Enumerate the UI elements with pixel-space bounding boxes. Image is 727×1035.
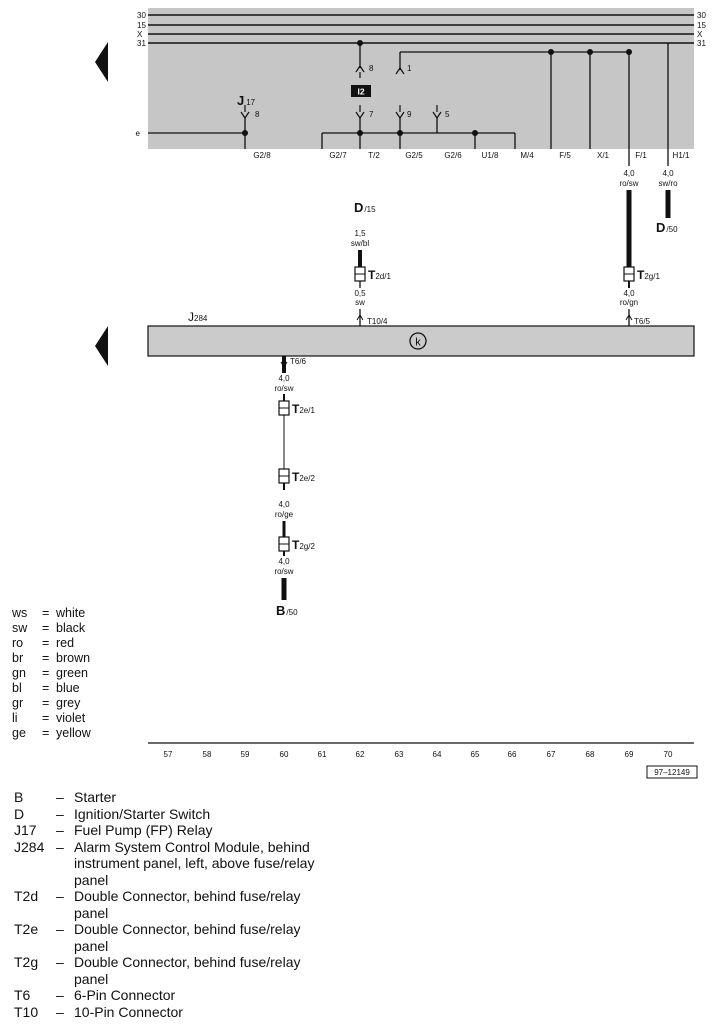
component-key-row — [14, 954, 344, 987]
continuation-arrow-top — [95, 42, 108, 82]
wire-t2d-size: 0,5 — [354, 289, 366, 298]
component-code: T2e — [14, 921, 39, 937]
legend-abbr: bl — [12, 681, 22, 695]
pin-t10-4: T10/4 — [367, 317, 388, 326]
j17-label: J 17 — [237, 93, 256, 108]
legend-row — [12, 606, 91, 621]
grid-62: 62 — [355, 750, 365, 759]
term-g2-6: G2/6 — [444, 151, 462, 160]
connector-t2d1 — [355, 267, 391, 282]
legend-row — [12, 636, 91, 651]
component-key-row — [14, 822, 344, 839]
wire-f1 — [619, 149, 638, 326]
connector-t2g1-label: T2g/1 — [637, 268, 660, 282]
component-dash: – — [56, 789, 64, 805]
grid-numbers — [164, 750, 673, 759]
legend-abbr: ws — [12, 606, 28, 620]
pin-8-j17: 8 — [255, 110, 260, 119]
legend-row — [12, 696, 91, 711]
legend-row — [12, 711, 91, 726]
legend-row — [12, 651, 91, 666]
wire-t6-color: ro/sw — [274, 384, 294, 393]
component-code: T6 — [14, 987, 31, 1003]
term-m-4: M/4 — [520, 151, 534, 160]
component-key — [14, 789, 344, 1020]
component-description — [74, 822, 344, 839]
legend-abbr: br — [12, 651, 24, 665]
component-description-line: Ignition/Starter Switch — [74, 805, 211, 822]
wire-t2d-color: sw — [355, 298, 365, 307]
legend-row — [12, 621, 91, 636]
term-g2-8: G2/8 — [253, 151, 271, 160]
wire-f1-size: 4,0 — [623, 169, 635, 178]
component-d50: D/50 — [656, 220, 678, 235]
component-key-row — [14, 921, 344, 954]
grid-64: 64 — [432, 750, 442, 759]
legend-abbr: gn — [12, 666, 26, 680]
wire-t2e-size: 4,0 — [278, 500, 290, 509]
term-f-5: F/5 — [559, 151, 571, 160]
wire-t2g-size: 4,0 — [623, 289, 635, 298]
legend-abbr: ro — [12, 636, 24, 650]
figure-id: 97–12149 — [654, 768, 690, 777]
grid-69: 69 — [624, 750, 634, 759]
component-description-line: Starter — [74, 789, 117, 805]
module-symbol-glyph: k — [415, 336, 421, 349]
component-code: T10 — [14, 1003, 39, 1020]
panel-bottom-labels — [253, 151, 690, 160]
component-description — [74, 987, 344, 1004]
component-b50: B/50 — [276, 603, 298, 618]
wire-d15-size: 1,5 — [354, 229, 366, 238]
component-description-line: Fuel Pump (FP) Relay — [74, 822, 213, 838]
connector-t2e2 — [279, 469, 315, 484]
component-description-line: Double Connector, behind fuse/relay — [74, 888, 301, 904]
legend-equals: = — [42, 681, 50, 695]
legend-equals: = — [42, 726, 50, 740]
pin-7: 7 — [369, 110, 374, 119]
grid-57: 57 — [163, 750, 173, 759]
rail-labels-left — [137, 11, 146, 48]
legend-equals: = — [42, 636, 50, 650]
continuation-arrow-middle — [95, 326, 108, 366]
wire-color-legend — [12, 606, 91, 741]
legend-color-name: brown — [56, 651, 91, 665]
rail-label-31-right: 31 — [697, 39, 706, 48]
grid-59: 59 — [240, 750, 250, 759]
legend-color-name: blue — [56, 681, 80, 695]
component-dash: – — [56, 805, 64, 822]
connector-t2g1 — [624, 267, 660, 282]
wire-b50-color: ro/sw — [274, 567, 294, 576]
legend-color-name: grey — [56, 696, 81, 710]
component-key-row — [14, 789, 344, 806]
wire-h1-size: 4,0 — [662, 169, 674, 178]
pin-8-top: 8 — [369, 64, 374, 73]
connector-t2e2-label: T2e/2 — [292, 470, 315, 484]
wire-f1-color: ro/sw — [619, 179, 639, 188]
component-description-line: panel — [74, 871, 109, 888]
pin-t6-5: T6/5 — [634, 317, 651, 326]
component-key-row — [14, 1004, 344, 1021]
grid-70: 70 — [663, 750, 673, 759]
term-g2-7: G2/7 — [329, 151, 347, 160]
component-description — [74, 888, 344, 921]
component-dash: – — [56, 888, 64, 904]
terminal-e: e — [135, 129, 140, 138]
component-description — [74, 954, 344, 987]
component-description-line: Alarm System Control Module, behind — [74, 838, 310, 855]
grid-58: 58 — [202, 750, 212, 759]
component-dash: – — [56, 1003, 64, 1020]
component-description-line: panel — [74, 937, 109, 954]
rail-label-30-left: 30 — [137, 11, 146, 20]
term-f-1: F/1 — [635, 151, 647, 160]
component-dash: – — [56, 838, 64, 855]
component-key-row — [14, 888, 344, 921]
legend-abbr: ge — [12, 726, 26, 740]
rail-label-x-left: X — [137, 30, 143, 39]
term-u1-8: U1/8 — [481, 151, 499, 160]
wire-t2g-color: ro/gn — [619, 298, 639, 307]
component-dash: – — [56, 987, 64, 1003]
component-key-row — [14, 806, 344, 823]
legend-equals: = — [42, 696, 50, 710]
component-d15: D/15 — [354, 200, 376, 215]
pin-9: 9 — [407, 110, 412, 119]
component-description-line: panel — [74, 970, 109, 987]
module-j284 — [148, 326, 694, 356]
grid-63: 63 — [394, 750, 404, 759]
pin-t6-6: T6/6 — [290, 357, 307, 366]
legend-equals: = — [42, 711, 50, 725]
wire-b50-size: 4,0 — [278, 557, 290, 566]
component-description — [74, 789, 344, 806]
wire-t6-size: 4,0 — [278, 374, 290, 383]
legend-row — [12, 726, 91, 741]
component-description — [74, 806, 344, 823]
legend-color-name: yellow — [56, 726, 91, 740]
component-description — [74, 1004, 344, 1021]
component-code: J17 — [14, 822, 37, 838]
legend-equals: = — [42, 666, 50, 680]
component-code: D — [14, 805, 25, 822]
component-key-row — [14, 839, 344, 889]
fuse-i2-label: I2 — [357, 86, 365, 97]
component-description-line: 10-Pin Connector — [74, 1003, 183, 1020]
connector-t2g2 — [279, 537, 315, 552]
connector-t2e1-label: T2e/1 — [292, 402, 315, 416]
component-code: J284 — [14, 838, 45, 855]
legend-abbr: li — [12, 711, 18, 725]
rail-label-15-left: 15 — [137, 21, 146, 30]
term-x-1: X/1 — [596, 151, 610, 160]
component-description-line: instrument panel, left, above fuse/relay — [74, 855, 315, 871]
component-code: T2g — [14, 954, 39, 970]
pin-1: 1 — [407, 64, 412, 73]
legend-color-name: red — [56, 636, 75, 650]
rail-label-x-right: X — [697, 30, 703, 39]
legend-color-name: black — [56, 621, 86, 635]
rail-label-31-left: 31 — [137, 39, 146, 48]
connector-t2d1-label: T2d/1 — [368, 268, 391, 282]
legend-color-name: white — [56, 606, 86, 620]
component-description-line: 6-Pin Connector — [74, 987, 176, 1003]
grid-65: 65 — [470, 750, 480, 759]
wire-t2e-color: ro/ge — [274, 510, 294, 519]
legend-row — [12, 666, 91, 681]
pin-5: 5 — [445, 110, 450, 119]
component-dash: – — [56, 921, 64, 937]
grid-66: 66 — [507, 750, 517, 759]
connector-t2g2-label: T2g/2 — [292, 538, 315, 552]
grid-61: 61 — [317, 750, 327, 759]
legend-row — [12, 681, 91, 696]
term-g2-5: G2/5 — [405, 151, 423, 160]
term-t-2: T/2 — [368, 151, 380, 160]
component-code: B — [14, 789, 24, 805]
rail-label-30-right: 30 — [697, 11, 706, 20]
wire-d15-color: sw/bl — [350, 239, 370, 248]
module-j284-label: J284 — [188, 310, 208, 324]
legend-color-name: green — [56, 666, 88, 680]
relay-panel — [148, 8, 694, 149]
rail-labels-right — [697, 11, 706, 48]
legend-equals: = — [42, 621, 50, 635]
connector-t2e1 — [279, 401, 315, 416]
legend-abbr: sw — [12, 621, 28, 635]
legend-color-name: violet — [56, 711, 86, 725]
component-description — [74, 839, 344, 889]
component-key-row — [14, 987, 344, 1004]
component-description-line: Double Connector, behind fuse/relay — [74, 954, 301, 970]
component-code: T2d — [14, 888, 39, 904]
grid-60: 60 — [279, 750, 289, 759]
grid-68: 68 — [585, 750, 595, 759]
component-description — [74, 921, 344, 954]
component-dash: – — [56, 954, 64, 970]
legend-abbr: gr — [12, 696, 24, 710]
component-description-line: Double Connector, behind fuse/relay — [74, 921, 301, 937]
legend-equals: = — [42, 606, 50, 620]
grid-67: 67 — [546, 750, 556, 759]
wire-h1-color: sw/ro — [658, 179, 678, 188]
component-dash: – — [56, 822, 64, 838]
term-h1-1: H1/1 — [672, 151, 690, 160]
component-description-line: panel — [74, 904, 109, 921]
legend-equals: = — [42, 651, 50, 665]
rail-label-15-right: 15 — [697, 21, 706, 30]
